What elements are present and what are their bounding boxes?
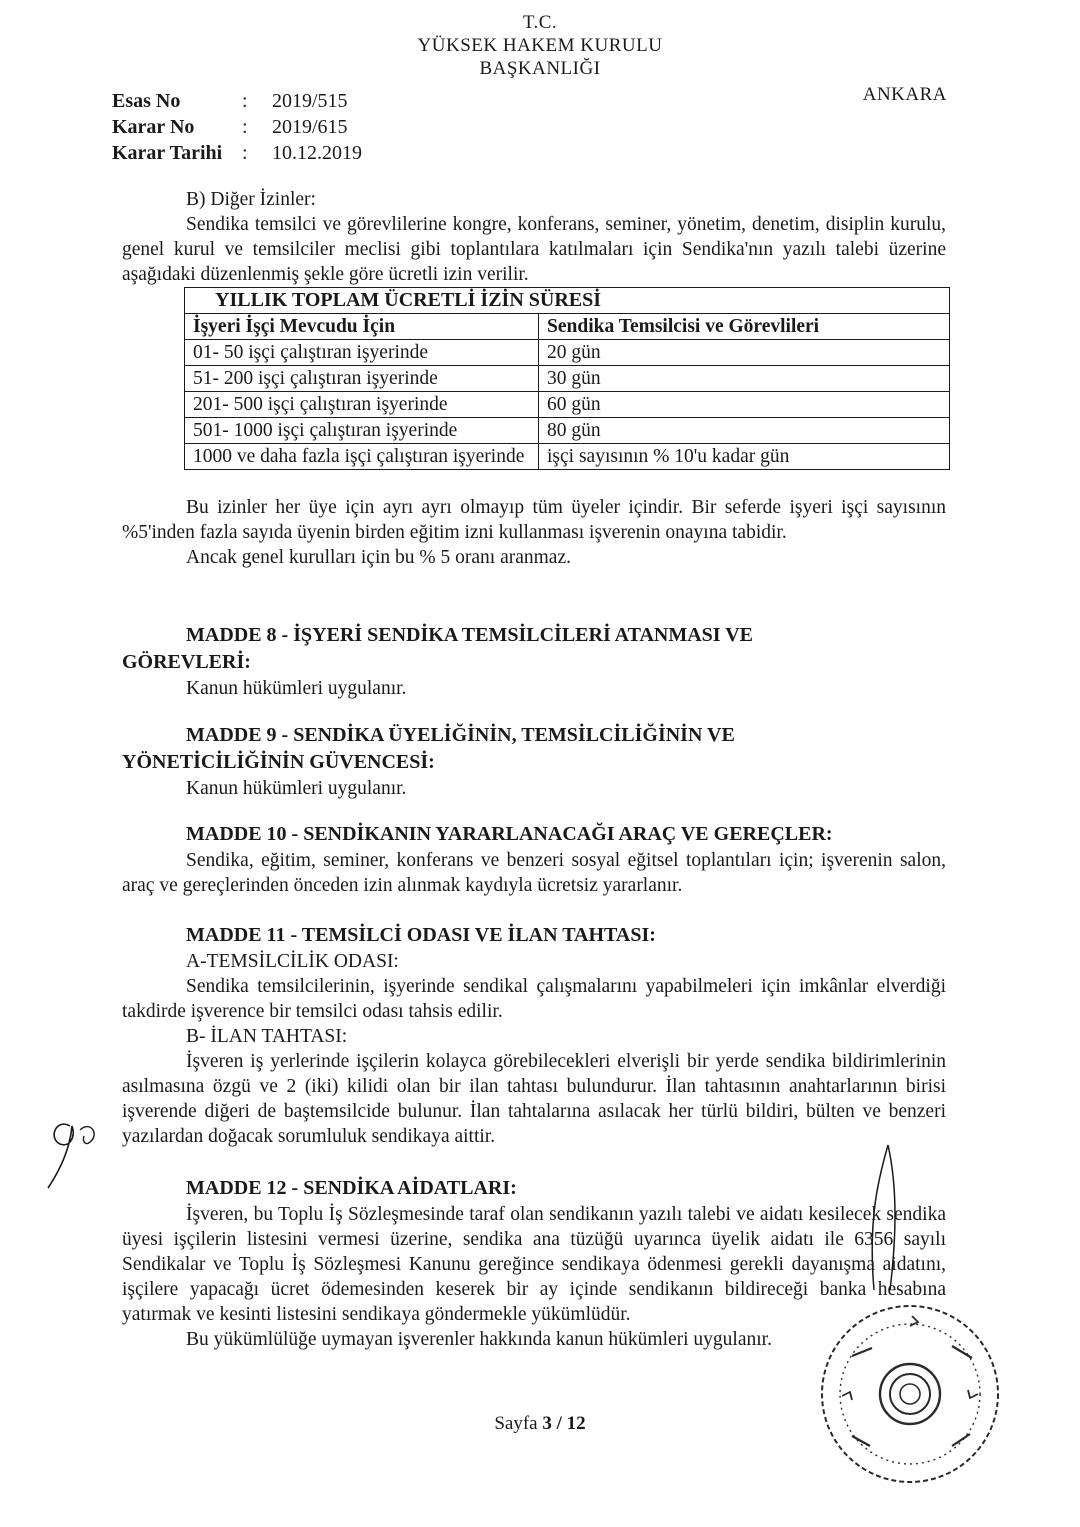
madde-11-title: MADDE 11 - TEMSİLCİ ODASI VE İLAN TAHTASI: [186,924,656,946]
madde-9 [122,722,946,801]
table-title: YILLIK TOPLAM ÜCRETLİ İZİN SÜRESİ [185,288,950,314]
meta-row-karar [112,114,362,140]
after-table [122,495,946,570]
madde-12-text: İşveren, bu Toplu İş Sözleşmesinde taraf olan sendikanın yazılı talebi ve aidatı kesilecek sendika üyesi işçilerin listesini vermesi üzerine, sendika ana tüzüğü uyarınca üyelik aidatı ile 6356 sayılı Sendikalar ve Toplu İş Sözleşmesi Kanunu gereğince sendikaya ödenmesi gerekli dayanışma aidatını, işçilere yapacağı ücret ödemesinden keserek bir ay içinde sendikanın bildireceği banka hesabına yatırmak ve kesinti listesini sendikaya göndermekle yükümlüdür. [122,1204,946,1325]
madde-11-sub-b: B- İLAN TAHTASI: [186,1026,348,1047]
case-meta [112,88,362,166]
table-cell: 501- 1000 işçi çalıştıran işyerinde [185,418,539,444]
meta-value: 2019/615 [272,116,348,138]
table-header-row [185,314,950,340]
meta-value: 2019/515 [272,90,348,112]
header-tc: T.C. [522,12,558,33]
header-presidency: BAŞKANLIĞI [479,58,601,79]
table-cell: 30 gün [539,366,950,392]
meta-colon: : [242,116,248,138]
madde-8-title-cont: GÖREVLERİ: [122,651,251,673]
table-row [185,340,950,366]
madde-9-text: Kanun hükümleri uygulanır. [186,778,407,799]
section-b [122,187,946,287]
madde-11-text-b: İşveren iş yerlerinde işçilerin kolayca görebilecekleri elverişli bir yerde sendika bildirimlerinin asılmasına özgü ve 2 (iki) kilidi olan bir ilan tahtası bulundurur. İlan tahtasının anahtarlarının birisi işverende diğeri de baştemsilcide bulunur. İlan tahtalarına asılacak her türlü bildiri, bülten ve benzeri yazılardan doğacak sorumluluk sendikaya aittir. [122,1051,946,1147]
after-table-text: Bu izinler her üye için ayrı ayrı olmayıp tüm üyeler içindir. Bir seferde işyeri işçi sayısının %5'inden fazla sayıda üyenin birden eğitim izni kullanması işverenin onayına tabidir. [122,497,946,543]
section-b-heading: B) Diğer İzinler: [186,189,316,210]
page-footer-prefix: Sayfa [494,1413,538,1434]
table-cell: 201- 500 işçi çalıştıran işyerinde [185,392,539,418]
meta-label: Karar No [112,116,195,138]
meta-colon: : [242,142,248,164]
header-institution: YÜKSEK HAKEM KURULU [417,35,663,56]
after-table-note: Ancak genel kurulları için bu % 5 oranı aranmaz. [186,547,571,568]
madde-9-title: MADDE 9 - SENDİKA ÜYELİĞİNİN, TEMSİLCİLİĞİNİN VE [186,724,735,746]
madde-10 [122,821,946,898]
table-cell: 51- 200 işçi çalıştıran işyerinde [185,366,539,392]
handwritten-margin-mark [30,1108,100,1198]
meta-value: 10.12.2019 [272,142,362,164]
section-b-text: Sendika temsilci ve görevlilerine kongre, konferans, seminer, yönetim, denetim, disiplin kurulu, genel kurul ve temsilciler meclisi gibi toplantılara katılmaları için Sendika'nın yazılı talebi üzerine aşağıdaki düzenlenmiş şekle göre ücretli izin verilir. [122,214,946,285]
signature-mark [838,1140,908,1300]
madde-11 [122,922,946,1149]
table-cell: 20 gün [539,340,950,366]
madde-8-title: MADDE 8 - İŞYERİ SENDİKA TEMSİLCİLERİ ATANMASI VE [186,624,753,646]
official-stamp [812,1296,1008,1492]
header-city: ANKARA [862,84,947,105]
meta-label: Karar Tarihi [112,142,223,164]
table-row [185,392,950,418]
madde-11-sub-a: A-TEMSİLCİLİK ODASI: [186,951,399,972]
leave-table [184,287,950,470]
table-cell: 60 gün [539,392,950,418]
madde-12-text-2: Bu yükümlülüğe uymayan işverenler hakkında kanun hükümleri uygulanır. [186,1329,772,1350]
table-cell: 1000 ve daha fazla işçi çalıştıran işyerinde [185,444,539,470]
page-number: 3 / 12 [542,1413,586,1434]
madde-8 [122,622,946,701]
meta-row-tarih [112,140,362,166]
table-col1-header: İşyeri İşçi Mevcudu İçin [185,314,539,340]
meta-colon: : [242,90,248,112]
madde-9-title-cont: YÖNETİCİLİĞİNİN GÜVENCESİ: [122,751,435,773]
madde-12-title: MADDE 12 - SENDİKA AİDATLARI: [186,1177,517,1199]
madde-8-text: Kanun hükümleri uygulanır. [186,678,407,699]
madde-11-text-a: Sendika temsilcilerinin, işyerinde sendikal çalışmalarını yapabilmeleri için imkânlar elverdiği takdirde işverence bir temsilci odası tahsis edilir. [122,976,946,1022]
table-title-row [185,288,950,314]
madde-10-title: MADDE 10 - SENDİKANIN YARARLANACAĞI ARAÇ VE GEREÇLER: [186,823,833,845]
meta-row-esas [112,88,362,114]
table-row [185,444,950,470]
table-cell: 01- 50 işçi çalıştıran işyerinde [185,340,539,366]
table-cell: 80 gün [539,418,950,444]
madde-10-text: Sendika, eğitim, seminer, konferans ve benzeri sosyal eğitsel toplantıları için; işverenin salon, araç ve gereçlerinden önceden izin alınmak kaydıyla ücretsiz yararlanır. [122,850,946,896]
table-cell: işçi sayısının % 10'u kadar gün [539,444,950,470]
table-row [185,418,950,444]
meta-label: Esas No [112,90,181,112]
table-row [185,366,950,392]
table-col2-header: Sendika Temsilcisi ve Görevlileri [539,314,950,340]
